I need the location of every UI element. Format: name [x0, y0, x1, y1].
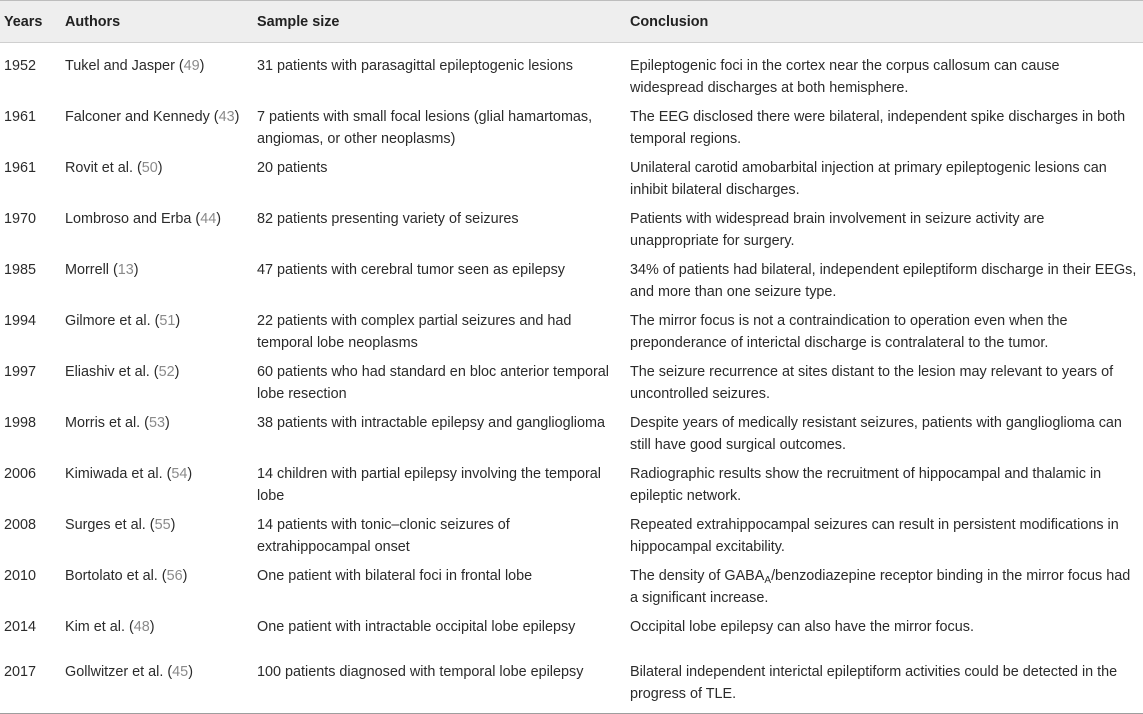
author-name: Gilmore et al. (: [65, 313, 160, 329]
cell-year: 1952: [4, 58, 37, 74]
reference-link[interactable]: 45: [172, 664, 189, 680]
cell-sample-size: 14 children with partial epilepsy involving the temporal lobe: [257, 466, 601, 504]
author-paren: ): [174, 364, 180, 380]
cell-year: 2014: [4, 619, 37, 635]
author-name: Morrell (: [65, 262, 118, 278]
cell-year: 2017: [0, 654, 57, 714]
cell-conclusion: Unilateral carotid amobarbital injection at primary epileptogenic lesions can inhibit bilateral discharges.: [630, 160, 1107, 198]
reference-link[interactable]: 54: [171, 466, 188, 482]
reference-link[interactable]: 44: [200, 211, 217, 227]
cell-conclusion: The EEG disclosed there were bilateral, independent spike discharges in both temporal regions.: [630, 109, 1126, 147]
cell-year: 1985: [4, 262, 37, 278]
cell-conclusion: The mirror focus is not a contraindication to operation even when the preponderance of interictal discharge is contralateral to the tumor.: [630, 313, 1068, 351]
author-paren: ): [164, 415, 170, 431]
table-body: [0, 43, 1143, 714]
cell-sample-size: 38 patients with intractable epilepsy and ganglioglioma: [257, 415, 605, 431]
cell-conclusion: Epileptogenic foci in the cortex near the corpus callosum can cause widespread discharges at both hemisphere.: [630, 58, 1060, 96]
author-name: Morris et al. (: [65, 415, 149, 431]
table-row: [0, 150, 1143, 201]
reference-link[interactable]: 50: [141, 160, 158, 176]
author-paren: ): [170, 517, 176, 533]
author-name: Kim et al. (: [65, 619, 134, 635]
subscript: A: [764, 575, 772, 586]
table-row: [0, 303, 1143, 354]
cell-year: 2006: [4, 466, 37, 482]
cell-sample-size: One patient with intractable occipital lobe epilepsy: [257, 619, 576, 635]
cell-year: 2008: [4, 517, 37, 533]
author-paren: ): [133, 262, 139, 278]
author-paren: ): [182, 568, 188, 584]
cell-author: [57, 252, 249, 303]
cell-author: [57, 43, 249, 100]
table-row: [0, 507, 1143, 558]
author-name: Gollwitzer et al. (: [65, 664, 173, 680]
cell-year: 1997: [4, 364, 37, 380]
cell-year: 1994: [4, 313, 37, 329]
header-sample-size: Sample size: [249, 1, 622, 43]
author-paren: ): [188, 664, 193, 680]
header-authors: Authors: [57, 1, 249, 43]
cell-author: [57, 303, 249, 354]
reference-link[interactable]: 13: [117, 262, 134, 278]
author-name: Lombroso and Erba (: [65, 211, 201, 227]
author-name: Tukel and Jasper (: [65, 58, 184, 74]
cell-author: [57, 201, 249, 252]
table-row: [0, 405, 1143, 456]
cell-conclusion: Occipital lobe epilepsy can also have the mirror focus.: [630, 619, 974, 635]
cell-author: [57, 456, 249, 507]
cell-conclusion: Radiographic results show the recruitment of hippocampal and thalamic in epileptic network.: [630, 466, 1102, 504]
cell-sample-size: 22 patients with complex partial seizures and had temporal lobe neoplasms: [257, 313, 572, 351]
cell-author: [57, 150, 249, 201]
reference-link[interactable]: 53: [148, 415, 165, 431]
table-row: [0, 252, 1143, 303]
author-paren: ): [234, 109, 240, 125]
cell-year: 1998: [4, 415, 37, 431]
cell-year: 1961: [4, 160, 37, 176]
table-row: [0, 99, 1143, 150]
table-row: [0, 354, 1143, 405]
reference-link[interactable]: 52: [158, 364, 175, 380]
author-paren: ): [149, 619, 155, 635]
cell-year: 1970: [4, 211, 37, 227]
table-row: [0, 609, 1143, 654]
cell-author: [57, 405, 249, 456]
cell-conclusion: Repeated extrahippocampal seizures can result in persistent modifications in hippocampal excitability.: [630, 517, 1119, 555]
reference-link[interactable]: 51: [159, 313, 176, 329]
cell-author: [57, 558, 249, 609]
reference-link[interactable]: 48: [133, 619, 150, 635]
cell-sample-size: 31 patients with parasagittal epileptogenic lesions: [257, 58, 573, 74]
cell-sample-size: 60 patients who had standard en bloc anterior temporal lobe resection: [257, 364, 609, 402]
header-row: [0, 1, 1143, 43]
header-years: Years: [0, 1, 57, 43]
table-row: [0, 456, 1143, 507]
cell-sample-size: 47 patients with cerebral tumor seen as epilepsy: [257, 262, 565, 278]
cell-conclusion: Patients with widespread brain involvement in seizure activity are unappropriate for surgery.: [630, 211, 1045, 249]
table-row: [0, 558, 1143, 609]
cell-author: [57, 609, 249, 654]
table-row: [0, 201, 1143, 252]
author-paren: ): [187, 466, 193, 482]
author-name: Eliashiv et al. (: [65, 364, 159, 380]
cell-conclusion: Bilateral independent interictal epileptiform activities could be detected in the progress of TLE.: [622, 654, 1143, 714]
cell-conclusion: 34% of patients had bilateral, independent epileptiform discharge in their EEGs, and more than one seizure type.: [630, 262, 1137, 300]
cell-author: [57, 99, 249, 150]
author-name: Bortolato et al. (: [65, 568, 167, 584]
table-row: [0, 43, 1143, 100]
reference-link[interactable]: 55: [154, 517, 171, 533]
conclusion-text: The density of GABA: [630, 568, 765, 584]
author-paren: ): [175, 313, 181, 329]
author-paren: ): [216, 211, 221, 227]
author-name: Rovit et al. (: [65, 160, 142, 176]
conclusion-text: /benzodiazepine receptor binding in the mirror focus had a significant increase.: [630, 568, 1131, 606]
reference-link[interactable]: 43: [218, 109, 235, 125]
table-header: [0, 1, 1143, 43]
author-paren: ): [199, 58, 205, 74]
cell-sample-size: 100 patients diagnosed with temporal lobe epilepsy: [249, 654, 622, 714]
author-name: Falconer and Kennedy (: [65, 109, 219, 125]
cell-year: 1961: [4, 109, 37, 125]
cell-author: [57, 354, 249, 405]
author-paren: ): [157, 160, 163, 176]
cell-conclusion: The seizure recurrence at sites distant to the lesion may relevant to years of uncontrolled seizures.: [630, 364, 1114, 402]
cell-conclusion: Despite years of medically resistant seizures, patients with ganglioglioma can still have good surgical outcomes.: [630, 415, 1122, 453]
cell-sample-size: 20 patients: [257, 160, 328, 176]
cell-sample-size: 82 patients presenting variety of seizures: [257, 211, 519, 227]
cell-sample-size: 7 patients with small focal lesions (glial hamartomas, angiomas, or other neoplasms): [257, 109, 593, 147]
cell-conclusion: [622, 558, 1143, 609]
cell-sample-size: One patient with bilateral foci in frontal lobe: [257, 568, 533, 584]
cell-year: 2010: [4, 568, 37, 584]
header-conclusion: Conclusion: [622, 1, 1143, 43]
reference-link[interactable]: 49: [183, 58, 200, 74]
reference-link[interactable]: 56: [166, 568, 183, 584]
cell-sample-size: 14 patients with tonic–clonic seizures of extrahippocampal onset: [257, 517, 510, 555]
author-name: Kimiwada et al. (: [65, 466, 172, 482]
author-name: Surges et al. (: [65, 517, 155, 533]
cell-author: [57, 507, 249, 558]
